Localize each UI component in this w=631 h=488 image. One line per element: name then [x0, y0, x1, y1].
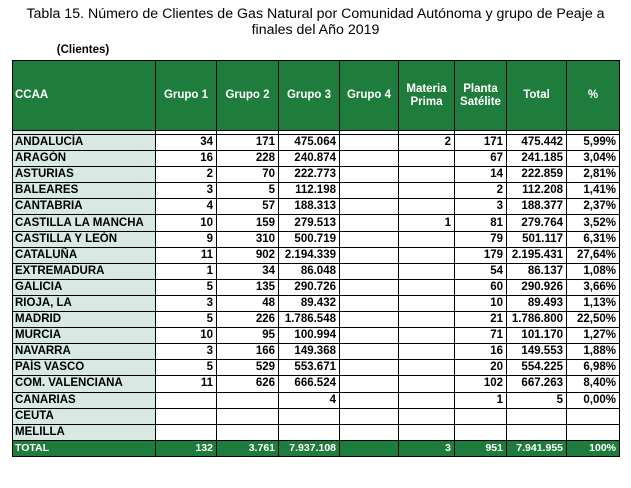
value-cell: 5 — [156, 360, 217, 376]
value-cell — [399, 344, 455, 360]
value-cell — [340, 376, 399, 392]
value-cell: 2.195.431 — [507, 247, 567, 263]
header-planta-satelite: Planta Satélite — [455, 61, 507, 131]
value-cell: 79 — [455, 231, 507, 247]
value-cell — [340, 135, 399, 151]
value-cell: 902 — [217, 247, 279, 263]
value-cell: 1,08% — [567, 263, 620, 279]
value-cell — [399, 167, 455, 183]
value-cell: 529 — [217, 360, 279, 376]
value-cell: 554.225 — [507, 360, 567, 376]
value-cell — [399, 376, 455, 392]
title-line-1: Tabla 15. Número de Clientes de Gas Natural por Comunidad Autónoma y grupo de Peaje a — [26, 6, 605, 22]
value-cell: 95 — [217, 328, 279, 344]
value-cell — [567, 424, 620, 440]
value-cell: 188.377 — [507, 199, 567, 215]
value-cell: 5,99% — [567, 135, 620, 151]
value-cell: 5 — [217, 183, 279, 199]
value-cell — [156, 424, 217, 440]
table-row — [13, 408, 620, 424]
value-cell — [399, 392, 455, 408]
value-cell: 10 — [156, 215, 217, 231]
table-row — [13, 263, 620, 279]
value-cell: 1,27% — [567, 328, 620, 344]
value-cell: 226 — [217, 312, 279, 328]
header-grupo-3: Grupo 3 — [279, 61, 340, 131]
value-cell: 5 — [156, 312, 217, 328]
value-cell — [455, 408, 507, 424]
value-cell: 4 — [279, 392, 340, 408]
value-cell — [399, 424, 455, 440]
value-cell — [279, 408, 340, 424]
total-value-cell: 132 — [156, 440, 217, 456]
total-value-cell — [340, 440, 399, 456]
value-cell — [399, 247, 455, 263]
value-cell — [340, 231, 399, 247]
value-cell — [340, 215, 399, 231]
value-cell: 2 — [399, 135, 455, 151]
table-row — [13, 215, 620, 231]
value-cell — [340, 392, 399, 408]
ccaa-cell: PAÍS VASCO — [13, 360, 156, 376]
total-value-cell: 7.937.108 — [279, 440, 340, 456]
value-cell: 500.719 — [279, 231, 340, 247]
header-percent: % — [567, 61, 620, 131]
value-cell: 34 — [156, 135, 217, 151]
value-cell: 1 — [156, 263, 217, 279]
ccaa-cell: CANTABRIA — [13, 199, 156, 215]
value-cell: 67 — [455, 151, 507, 167]
value-cell — [340, 279, 399, 295]
table-row — [13, 247, 620, 263]
value-cell: 1.786.548 — [279, 312, 340, 328]
value-cell: 171 — [455, 135, 507, 151]
value-cell: 10 — [455, 295, 507, 311]
value-cell: 5 — [156, 279, 217, 295]
value-cell: 279.513 — [279, 215, 340, 231]
total-value-cell: 7.941.955 — [507, 440, 567, 456]
value-cell: 3,66% — [567, 279, 620, 295]
value-cell: 1 — [455, 392, 507, 408]
value-cell — [399, 279, 455, 295]
value-cell: 501.117 — [507, 231, 567, 247]
table-row — [13, 424, 620, 440]
value-cell — [340, 167, 399, 183]
clients-table — [12, 60, 620, 457]
ccaa-cell: ANDALUCÍA — [13, 135, 156, 151]
value-cell: 3,04% — [567, 151, 620, 167]
value-cell: 240.874 — [279, 151, 340, 167]
table-row — [13, 151, 620, 167]
value-cell: 60 — [455, 279, 507, 295]
title-line-2: finales del Año 2019 — [251, 22, 380, 38]
value-cell — [340, 424, 399, 440]
value-cell — [399, 183, 455, 199]
ccaa-cell: CATALUÑA — [13, 247, 156, 263]
value-cell: 1,41% — [567, 183, 620, 199]
value-cell: 86.137 — [507, 263, 567, 279]
value-cell: 667.263 — [507, 376, 567, 392]
value-cell: 22,50% — [567, 312, 620, 328]
value-cell: 8,40% — [567, 376, 620, 392]
table-row — [13, 295, 620, 311]
value-cell — [399, 263, 455, 279]
value-cell: 100.994 — [279, 328, 340, 344]
header-grupo-4: Grupo 4 — [340, 61, 399, 131]
value-cell: 666.524 — [279, 376, 340, 392]
value-cell: 102 — [455, 376, 507, 392]
value-cell — [507, 408, 567, 424]
table-row — [13, 135, 620, 151]
value-cell: 159 — [217, 215, 279, 231]
ccaa-cell: EXTREMADURA — [13, 263, 156, 279]
value-cell: 553.671 — [279, 360, 340, 376]
value-cell: 81 — [455, 215, 507, 231]
value-cell: 475.442 — [507, 135, 567, 151]
value-cell: 6,98% — [567, 360, 620, 376]
table-row — [13, 231, 620, 247]
value-cell: 10 — [156, 328, 217, 344]
value-cell: 290.926 — [507, 279, 567, 295]
value-cell: 11 — [156, 247, 217, 263]
value-cell — [156, 408, 217, 424]
value-cell: 166 — [217, 344, 279, 360]
value-cell: 290.726 — [279, 279, 340, 295]
table-body — [13, 131, 620, 457]
value-cell: 3 — [156, 183, 217, 199]
value-cell: 222.859 — [507, 167, 567, 183]
value-cell: 179 — [455, 247, 507, 263]
ccaa-cell: BALEARES — [13, 183, 156, 199]
value-cell: 16 — [455, 344, 507, 360]
table-row — [13, 167, 620, 183]
value-cell — [340, 344, 399, 360]
value-cell: 149.553 — [507, 344, 567, 360]
value-cell: 310 — [217, 231, 279, 247]
ccaa-cell: MELILLA — [13, 424, 156, 440]
header-materia-prima: Materia Prima — [399, 61, 455, 131]
value-cell: 48 — [217, 295, 279, 311]
value-cell: 101.170 — [507, 328, 567, 344]
value-cell — [340, 295, 399, 311]
value-cell: 20 — [455, 360, 507, 376]
value-cell — [399, 151, 455, 167]
value-cell: 57 — [217, 199, 279, 215]
table-row — [13, 360, 620, 376]
value-cell — [279, 424, 340, 440]
table-title — [0, 6, 631, 38]
value-cell: 241.185 — [507, 151, 567, 167]
value-cell — [340, 263, 399, 279]
total-value-cell: 100% — [567, 440, 620, 456]
units-label: (Clientes) — [56, 44, 110, 56]
value-cell — [399, 328, 455, 344]
value-cell — [399, 231, 455, 247]
value-cell: 5 — [507, 392, 567, 408]
value-cell: 6,31% — [567, 231, 620, 247]
value-cell: 475.064 — [279, 135, 340, 151]
value-cell — [340, 360, 399, 376]
value-cell: 89.432 — [279, 295, 340, 311]
value-cell — [217, 392, 279, 408]
value-cell: 188.313 — [279, 199, 340, 215]
value-cell: 626 — [217, 376, 279, 392]
ccaa-cell: CANARIAS — [13, 392, 156, 408]
value-cell: 86.048 — [279, 263, 340, 279]
header-total: Total — [507, 61, 567, 131]
value-cell — [399, 408, 455, 424]
header-ccaa: CCAA — [13, 61, 156, 131]
ccaa-cell: NAVARRA — [13, 344, 156, 360]
value-cell — [340, 408, 399, 424]
value-cell: 222.773 — [279, 167, 340, 183]
ccaa-cell: GALICIA — [13, 279, 156, 295]
value-cell: 27,64% — [567, 247, 620, 263]
total-row — [13, 440, 620, 456]
value-cell: 71 — [455, 328, 507, 344]
value-cell — [455, 424, 507, 440]
table-row — [13, 328, 620, 344]
value-cell: 16 — [156, 151, 217, 167]
value-cell — [340, 151, 399, 167]
value-cell — [217, 408, 279, 424]
ccaa-cell: CASTILLA Y LEÓN — [13, 231, 156, 247]
value-cell: 3 — [156, 344, 217, 360]
total-label: TOTAL — [13, 440, 156, 456]
value-cell: 2.194.339 — [279, 247, 340, 263]
table-row — [13, 183, 620, 199]
table-row — [13, 312, 620, 328]
value-cell — [399, 312, 455, 328]
value-cell: 0,00% — [567, 392, 620, 408]
value-cell — [340, 328, 399, 344]
ccaa-cell: CASTILLA LA MANCHA — [13, 215, 156, 231]
value-cell — [340, 312, 399, 328]
value-cell — [399, 295, 455, 311]
value-cell: 3 — [455, 199, 507, 215]
ccaa-cell: ARAGÓN — [13, 151, 156, 167]
value-cell: 89.493 — [507, 295, 567, 311]
total-value-cell: 3 — [399, 440, 455, 456]
value-cell: 1.786.800 — [507, 312, 567, 328]
table-row — [13, 199, 620, 215]
value-cell — [340, 183, 399, 199]
value-cell — [156, 392, 217, 408]
value-cell: 112.208 — [507, 183, 567, 199]
value-cell: 11 — [156, 376, 217, 392]
value-cell — [340, 199, 399, 215]
value-cell: 4 — [156, 199, 217, 215]
ccaa-cell: MADRID — [13, 312, 156, 328]
value-cell: 70 — [217, 167, 279, 183]
value-cell: 3,52% — [567, 215, 620, 231]
value-cell — [340, 247, 399, 263]
value-cell: 1 — [399, 215, 455, 231]
ccaa-cell: COM. VALENCIANA — [13, 376, 156, 392]
value-cell: 112.198 — [279, 183, 340, 199]
table-row — [13, 392, 620, 408]
value-cell — [217, 424, 279, 440]
value-cell: 171 — [217, 135, 279, 151]
value-cell: 1,13% — [567, 295, 620, 311]
ccaa-cell: ASTURIAS — [13, 167, 156, 183]
table-row — [13, 376, 620, 392]
value-cell: 2 — [156, 167, 217, 183]
value-cell: 1,88% — [567, 344, 620, 360]
value-cell: 149.368 — [279, 344, 340, 360]
value-cell — [567, 408, 620, 424]
total-value-cell: 3.761 — [217, 440, 279, 456]
ccaa-cell: MURCIA — [13, 328, 156, 344]
value-cell — [399, 360, 455, 376]
ccaa-cell: CEUTA — [13, 408, 156, 424]
header-grupo-1: Grupo 1 — [156, 61, 217, 131]
value-cell: 21 — [455, 312, 507, 328]
table-row — [13, 344, 620, 360]
value-cell — [507, 424, 567, 440]
total-value-cell: 951 — [455, 440, 507, 456]
value-cell: 3 — [156, 295, 217, 311]
value-cell: 9 — [156, 231, 217, 247]
value-cell: 14 — [455, 167, 507, 183]
table-row — [13, 279, 620, 295]
value-cell: 34 — [217, 263, 279, 279]
value-cell — [399, 199, 455, 215]
value-cell: 228 — [217, 151, 279, 167]
value-cell: 135 — [217, 279, 279, 295]
header-row — [13, 61, 620, 131]
value-cell: 2,81% — [567, 167, 620, 183]
value-cell: 54 — [455, 263, 507, 279]
value-cell: 2,37% — [567, 199, 620, 215]
value-cell: 279.764 — [507, 215, 567, 231]
ccaa-cell: RIOJA, LA — [13, 295, 156, 311]
header-grupo-2: Grupo 2 — [217, 61, 279, 131]
value-cell: 2 — [455, 183, 507, 199]
